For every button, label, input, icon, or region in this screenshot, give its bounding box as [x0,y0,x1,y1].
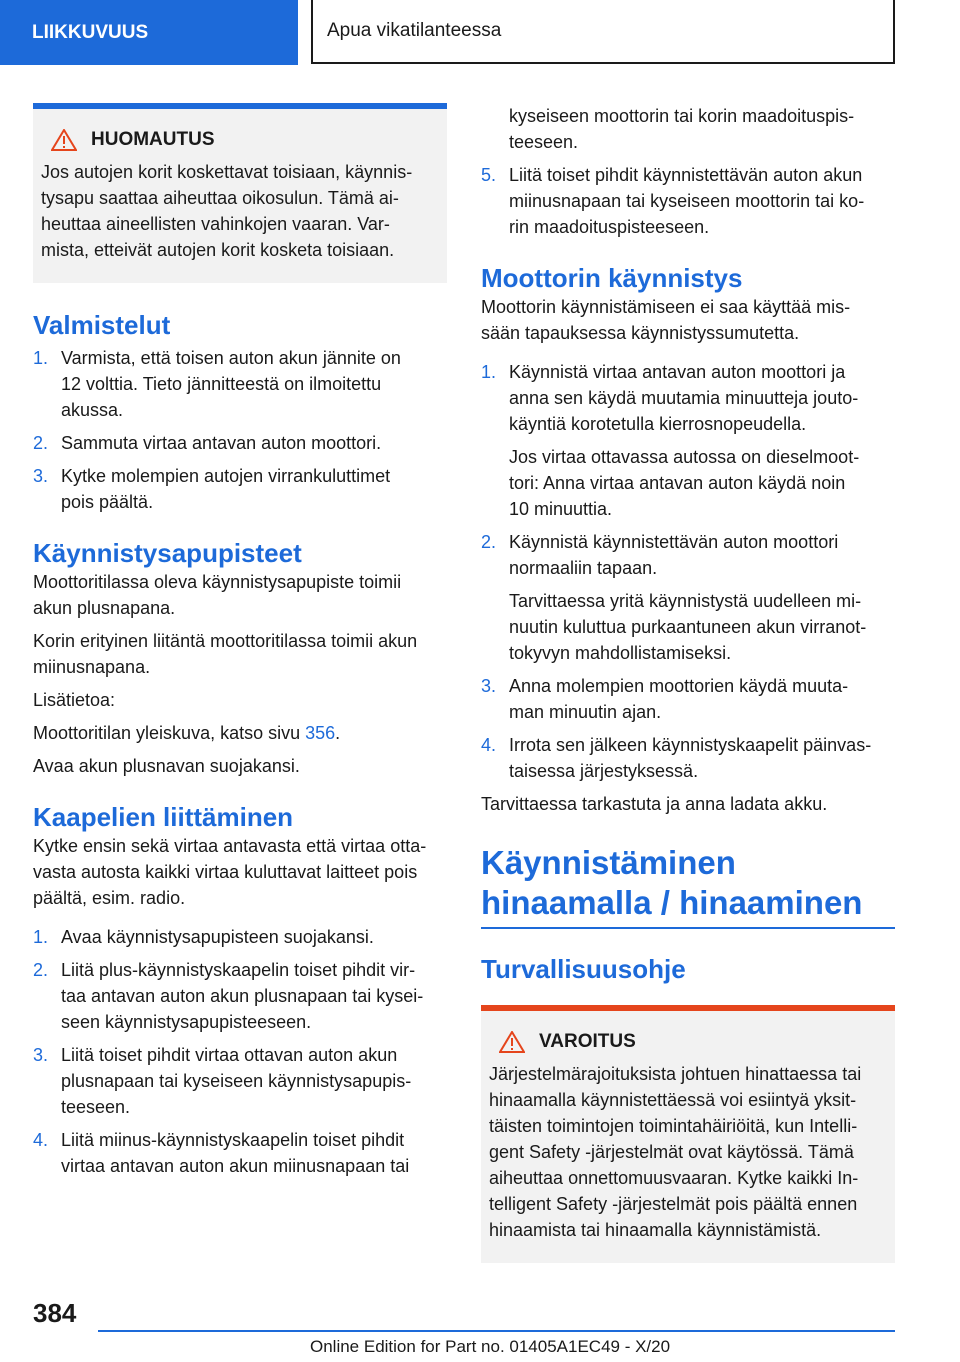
step-line: tori: Anna virtaa antavan auton käydä noin [509,473,846,493]
paragraph: päältä, esim. radio. [33,888,186,908]
warning-line: aiheuttaa onnettomuusvaaran. Kytke kaikki In- [489,1168,859,1188]
heading-safety: Turvallisuusohje [481,954,686,984]
step-line: Käynnistä käynnistettävän auton moottori [509,532,839,552]
step-number: 2. [481,532,497,552]
paragraph: Moottoritilassa oleva käynnistysapupiste toimii [33,572,402,592]
notice-line: tysapu saattaa aiheuttaa oikosulun. Tämä ai- [41,188,399,208]
step-line: teeseen. [509,132,579,152]
step-number: 1. [33,927,49,947]
cable-steps-continued [481,162,895,240]
step-line: Liitä toiset pihdit virtaa ottavan auton akun [61,1045,398,1065]
paragraph: sään tapauksessa käynnistyssumutetta. [481,323,800,343]
warning-triangle-icon [51,129,77,151]
step-line: Liitä toiset pihdit käynnistettävän auton akun [509,165,863,185]
step-line: Liitä plus-käynnistyskaapelin toiset pihdit vir- [61,960,416,980]
paragraph: Moottorin käynnistämiseen ei saa käyttää mis- [481,297,851,317]
paragraph [33,720,447,746]
notice-line: Jos autojen korit koskettavat toisiaan, käynnis- [41,162,413,182]
step-line: miinusnapaan tai kyseiseen moottorin tai ko- [509,191,865,211]
page-number: 384 [33,1298,77,1328]
list-item [33,345,447,423]
step-line: pois päältä. [61,492,154,512]
step-line: Jos virtaa ottavassa autossa on dieselmoot- [509,447,860,467]
step-line: plusnapaan tai kyseiseen käynnistysapupis- [61,1071,412,1091]
step-line: teeseen. [61,1097,131,1117]
warning-line: täisten toimintojen toimintahäiriöitä, kun Intelli- [489,1116,858,1136]
left-column [33,103,447,1179]
step-line: Sammuta virtaa antavan auton moottori. [61,433,382,453]
heading-engine-start: Moottorin käynnistys [481,263,743,293]
paragraph: miinusnapana. [33,657,151,677]
footer-divider [98,1330,895,1332]
list-item [33,1042,447,1120]
warning-header [489,1029,887,1055]
step-number: 4. [33,1130,49,1150]
right-column [481,103,895,1263]
step-number: 1. [33,348,49,368]
step-line: Varmista, että toisen auton akun jännite on [61,348,401,368]
paragraph: akun plusnapana. [33,598,176,618]
page-link[interactable]: 356 [305,723,336,743]
warning-box [481,1005,895,1263]
list-item [33,463,447,515]
step-line: taisessa järjestyksessä. [509,761,699,781]
warning-line: telligent Safety -järjestelmät pois päältä ennen [489,1194,858,1214]
step-line: Avaa käynnistysapupisteen suojakansi. [61,927,374,947]
step-number: 5. [481,165,497,185]
heading-prep: Valmistelut [33,310,171,340]
chapter-title-box [311,0,895,64]
chapter-heading-block [481,843,895,929]
start-steps [481,359,895,784]
step-number: 3. [33,466,49,486]
step-note [509,444,895,522]
list-item [481,732,895,784]
reference-text: Moottoritilan yleiskuva, katso sivu [33,723,306,743]
notice-box [33,103,447,283]
step-line: 10 minuuttia. [509,499,613,519]
notice-line: heuttaa aineellisten vahinkojen vaaran. Var- [41,214,390,234]
footer-edition: Online Edition for Part no. 01405A1EC49 - X/20 [310,1337,671,1356]
list-item [33,430,447,456]
chapter-heading-line: hinaamalla / hinaaminen [481,884,863,921]
step-line: rin maadoituspisteeseen. [509,217,710,237]
cable-steps [33,924,447,1179]
list-item [481,359,895,522]
step-line: Kytke molempien autojen virrankuluttimet [61,466,391,486]
step-line: akussa. [61,400,124,420]
list-item [33,957,447,1035]
paragraph: Avaa akun plusnavan suojakansi. [33,756,300,776]
paragraph: vasta autosta kaikki virtaa kuluttavat laitteet pois [33,862,418,882]
paragraph: Korin erityinen liitäntä moottoritilassa toimii akun [33,631,418,651]
reference-end: . [335,723,341,743]
step-line: Tarvittaessa yritä käynnistystä uudelleen mi- [509,591,862,611]
step-line: Liitä miinus-käynnistyskaapelin toiset pihdit [61,1130,405,1150]
step-line: Irrota sen jälkeen käynnistyskaapelit päinvas- [509,735,872,755]
step-line: nuutin kuluttua purkaantuneen akun virranot- [509,617,867,637]
heading-cables: Kaapelien liittäminen [33,802,294,832]
notice-line: mista, etteivät autojen korit kosketa toisiaan. [41,240,395,260]
paragraph: Kytke ensin sekä virtaa antavasta että virtaa otta- [33,836,427,856]
notice-header [41,127,439,153]
step-number: 1. [481,362,497,382]
list-item [481,529,895,666]
paragraph: Tarvittaessa tarkastuta ja anna ladata akku. [481,794,828,814]
step-line: normaaliin tapaan. [509,558,658,578]
section-tab [0,0,298,65]
step-number: 4. [481,735,497,755]
step-line: man minuutin ajan. [509,702,662,722]
warning-line: hinaamista tai hinaamalla käynnistämistä. [489,1220,822,1240]
step-line: 12 volttia. Tieto jännitteestä on ilmoitettu [61,374,382,394]
list-item [33,1127,447,1179]
step-line: Anna molempien moottorien käydä muuta- [509,676,849,696]
step-number: 2. [33,960,49,980]
step-line: tokyvyn mahdollistamiseksi. [509,643,732,663]
chapter-heading-line: Käynnistäminen [481,844,736,881]
warning-line: gent Safety -järjestelmät ovat käytössä. Tämä [489,1142,854,1162]
chapter-title: Apua vikatilanteessa [327,20,502,41]
step-line: käyntiä korotetulla kierrosnopeudella. [509,414,807,434]
step-line: virtaa antavan auton akun miinusnapaan tai [61,1156,410,1176]
step-line: seen käynnistysapupisteeseen. [61,1012,312,1032]
heading-jump-points: Käynnistysapupisteet [33,538,302,568]
step-line: Käynnistä virtaa antavan auton moottori ja [509,362,846,382]
step-line: kyseiseen moottorin tai korin maadoituspis- [509,106,855,126]
list-item [481,162,895,240]
step-line: taa antavan auton akun plusnapaan tai kysei- [61,986,424,1006]
step-number: 3. [33,1045,49,1065]
step-number: 3. [481,676,497,696]
notice-title: HUOMAUTUS [91,129,215,150]
paragraph: Lisätietoa: [33,690,116,710]
step-note [509,588,895,666]
list-item [481,673,895,725]
section-label: LIIKKUVUUS [32,21,149,43]
step-number: 2. [33,433,49,453]
list-item [33,924,447,950]
prep-steps [33,345,447,515]
warning-line: Järjestelmärajoituksista johtuen hinattaessa tai [489,1064,862,1084]
warning-title: VAROITUS [539,1031,636,1052]
step-line: anna sen käydä muutamia minuutteja jouto- [509,388,859,408]
continued-text [481,103,895,155]
warning-triangle-icon [499,1031,525,1053]
warning-line: hinaamalla käynnistettäessä voi esiintyä yksit- [489,1090,857,1110]
